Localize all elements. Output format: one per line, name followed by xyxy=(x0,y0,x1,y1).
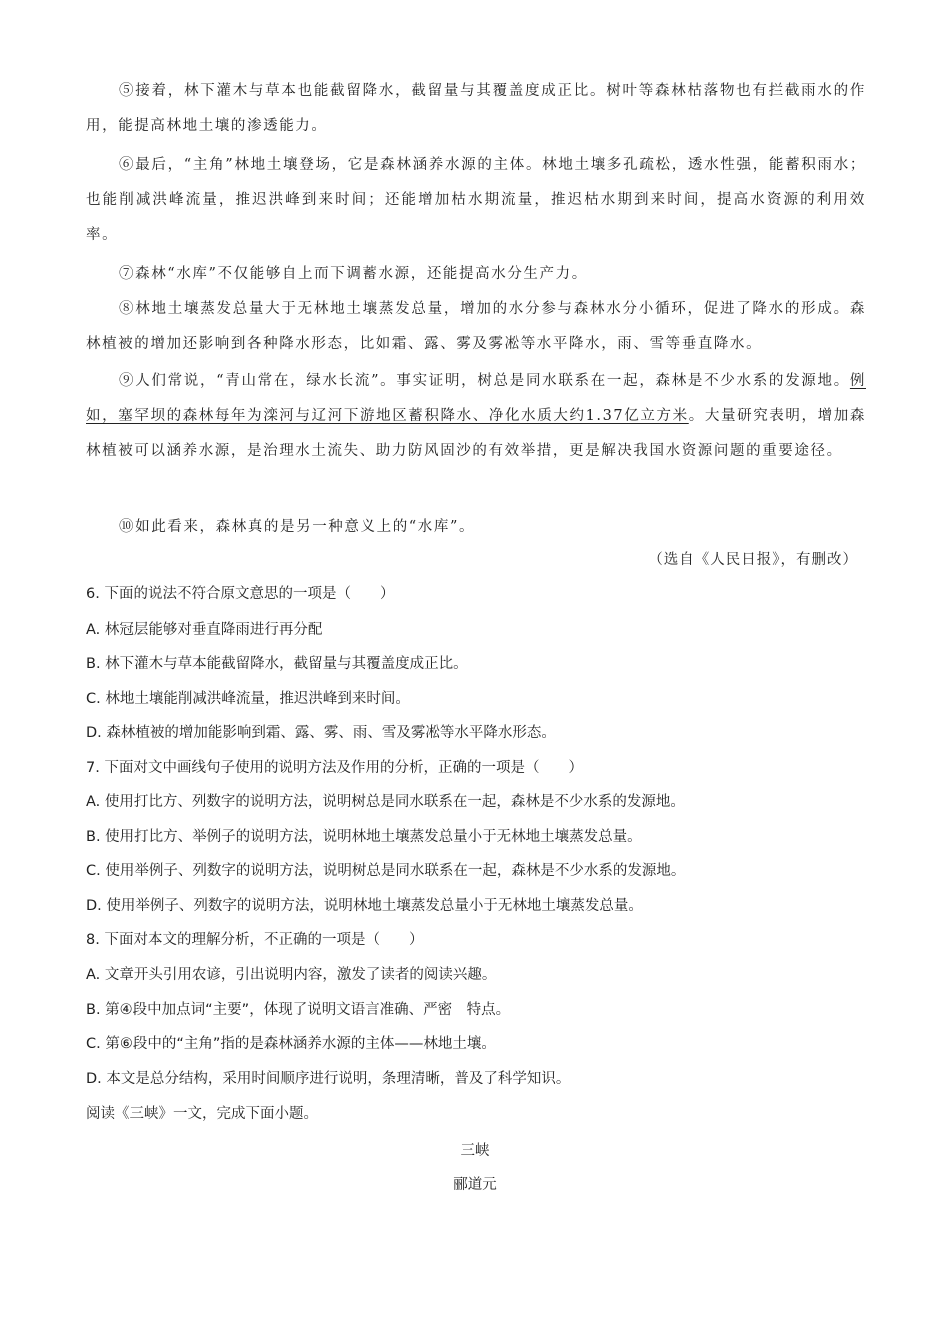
question-8-option-b: B. 第④段中加点词“主要”，体现了说明文语言准确、严密 特点。 xyxy=(86,1002,511,1018)
question-6-option-c: C. 林地土壤能削减洪峰流量，推迟洪峰到来时间。 xyxy=(86,691,410,707)
question-8-option-d: D. 本文是总分结构，采用时间顺序进行说明，条理清晰，普及了科学知识。 xyxy=(86,1071,571,1087)
poem-author: 郦道元 xyxy=(453,1177,497,1193)
question-7-option-b: B. 使用打比方、举例子的说明方法，说明林地土壤蒸发总量小于无林地土壤蒸发总量。 xyxy=(86,829,642,845)
question-7-option-a: A. 使用打比方、列数字的说明方法，说明树总是同水联系在一起，森林是不少水系的发源地。 xyxy=(86,794,685,810)
question-8-option-a: A. 文章开头引用农谚，引出说明内容，激发了读者的阅读兴趣。 xyxy=(86,967,497,983)
reading-instruction: 阅读《三峡》一文，完成下面小题。 xyxy=(86,1106,318,1122)
question-8-option-c: C. 第⑥段中的“主角”指的是森林涵养水源的主体——林地土壤。 xyxy=(86,1036,496,1052)
paragraph-9 xyxy=(86,364,866,469)
paragraph-8: ⑧林地土壤蒸发总量大于无林地土壤蒸发总量，增加的水分参与森林水分小循环，促进了降水的形成。森林植被的增加还影响到各种降水形态，比如霜、露、雾及雾凇等水平降水，雨、雪等垂直降水。 xyxy=(86,301,866,352)
paragraph-10: ⑩如此看来，森林真的是另一种意义上的“水库”。 xyxy=(119,519,476,535)
source-citation: （选自《人民日报》，有删改） xyxy=(648,552,858,568)
question-6-option-d: D. 森林植被的增加能影响到霜、露、雾、雨、雪及雾凇等水平降水形态。 xyxy=(86,725,556,741)
question-7-option-c: C. 使用举例子、列数字的说明方法，说明树总是同水联系在一起，森林是不少水系的发源地。 xyxy=(86,863,686,879)
paragraph-9-end: 。大量研究表明，增加森林植被可以涵养水源，是治理水土流失、助力防风固沙的有效举措，更是解决我国水资源问题的重要途径。 xyxy=(86,408,866,459)
poem-title: 三峡 xyxy=(460,1143,490,1159)
paragraph-7: ⑦森林“水库”不仅能够自上而下调蓄水源，还能提高水分生产力。 xyxy=(119,266,588,282)
paragraph-6: ⑥最后，“主角”林地土壤登场，它是森林涵养水源的主体。林地土壤多孔疏松，透水性强，能蓄积雨水；也能削减洪峰流量，推迟洪峰到来时间；还能增加枯水期流量，推迟枯水期到来时间，提高水资源的利用效率。 xyxy=(86,157,866,243)
underlined-sentence: 例如，塞罕坝的森林每年为滦河与辽河下游地区蓄积降水、净化水质大约1.37亿立方米 xyxy=(86,373,866,424)
question-7-option-d: D. 使用举例子、列数字的说明方法，说明林地土壤蒸发总量小于无林地土壤蒸发总量。 xyxy=(86,898,643,914)
question-7-stem: 7. 下面对文中画线句子使用的说明方法及作用的分析，正确的一项是（ ） xyxy=(86,760,583,776)
question-6-stem: 6. 下面的说法不符合原文意思的一项是（ ） xyxy=(86,586,395,602)
question-8-stem: 8. 下面对本文的理解分析，不正确的一项是（ ） xyxy=(86,932,424,948)
paragraph-9-start: ⑨人们常说，“青山常在，绿水长流”。事实证明，树总是同水联系在一起，森林是不少水系的发源地。 xyxy=(119,373,850,389)
question-6-option-b: B. 林下灌木与草本能截留降水，截留量与其覆盖度成正比。 xyxy=(86,656,468,672)
question-6-option-a: A. 林冠层能够对垂直降雨进行再分配 xyxy=(86,622,323,638)
paragraph-5: ⑤接着，林下灌木与草本也能截留降水，截留量与其覆盖度成正比。树叶等森林枯落物也有拦截雨水的作用，能提高林地土壤的渗透能力。 xyxy=(86,83,866,134)
